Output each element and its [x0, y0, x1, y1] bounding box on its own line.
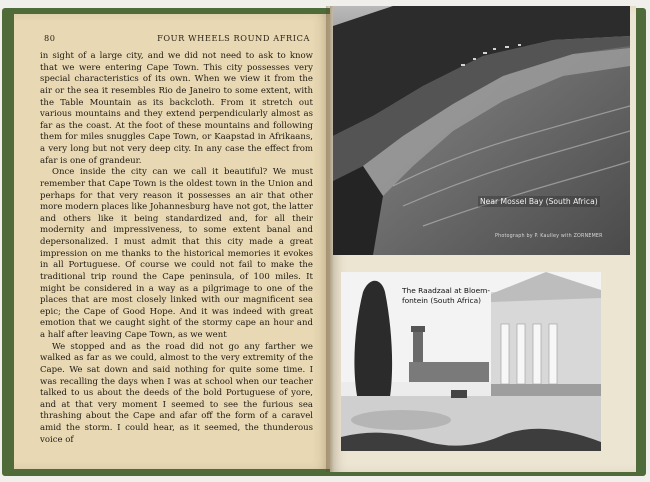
bottom-photo-caption	[402, 286, 502, 306]
bottom-caption-line-2: fontein (South Africa)	[402, 296, 482, 305]
coastal-photo	[333, 6, 630, 255]
body-text	[40, 51, 313, 461]
page-header	[44, 33, 310, 45]
paragraph-2: Once inside the city can we call it beautiful? We must remember that Cape Town is the oldest town in the Union and perhaps for that very reason it possesses an air that other more modern places like Johannesburg have not got, the latter and others like it being standardized and, for all their modernity and impressiveness, to some extent banal and depersonalized. I must admit that this city made a great impression on me thanks to the historical memories it evokes in all Portuguese. Of course we could not fail to make the traditional trip round the Cape peninsula, of 100 miles. It might be considered in a way as a pilgrimage to one of the places that are most closely linked with our magnificent sea epic; the Cape of Good Hope. And it was indeed with great emotion that we caught sight of the stormy cape an hour and a half after leaving Cape Town, as we went	[40, 167, 313, 340]
bottom-caption-line-1: The Raadzaal at Bloem-	[402, 286, 490, 295]
paragraph-3: We stopped and as the road did not go any farther we walked as far as we could, almost to the very extremity of the Cape. We sat down and said nothing for quite some time. I was recalling the days when I was at school when our teacher talked to us about the deeds of the bold Portuguese of yore, and at that very moment I seemed to see the furious sea thrashing about the Cape and afar off the form of a caravel amid the storm. I could hear, as it seemed, the thunderous voice of	[40, 341, 313, 445]
photo-credit: Photograph by P. Kaulley with ZORNEMER	[495, 234, 603, 239]
page-number: 80	[44, 33, 56, 43]
running-head: FOUR WHEELS ROUND AFRICA	[157, 33, 310, 43]
paragraph-1: in sight of a large city, and we did not need to ask to know that we were entering Cape Town. This city possesses very special characteristics of its own. When we view it from the air or the sea it resembles Rio de Janeiro to some extent, with the Table Mountain as its backcloth. From it stretch out various mountains and they extend perpendicularly almost as far as the coast. At the foot of these mountains and following them for miles snuggles Cape Town, or Kaapstad in Afrikaans, a very long but not very deep city. In any case the effect from afar is one of grandeur.	[40, 51, 313, 166]
top-photo-caption: Near Mossel Bay (South Africa)	[480, 197, 598, 206]
